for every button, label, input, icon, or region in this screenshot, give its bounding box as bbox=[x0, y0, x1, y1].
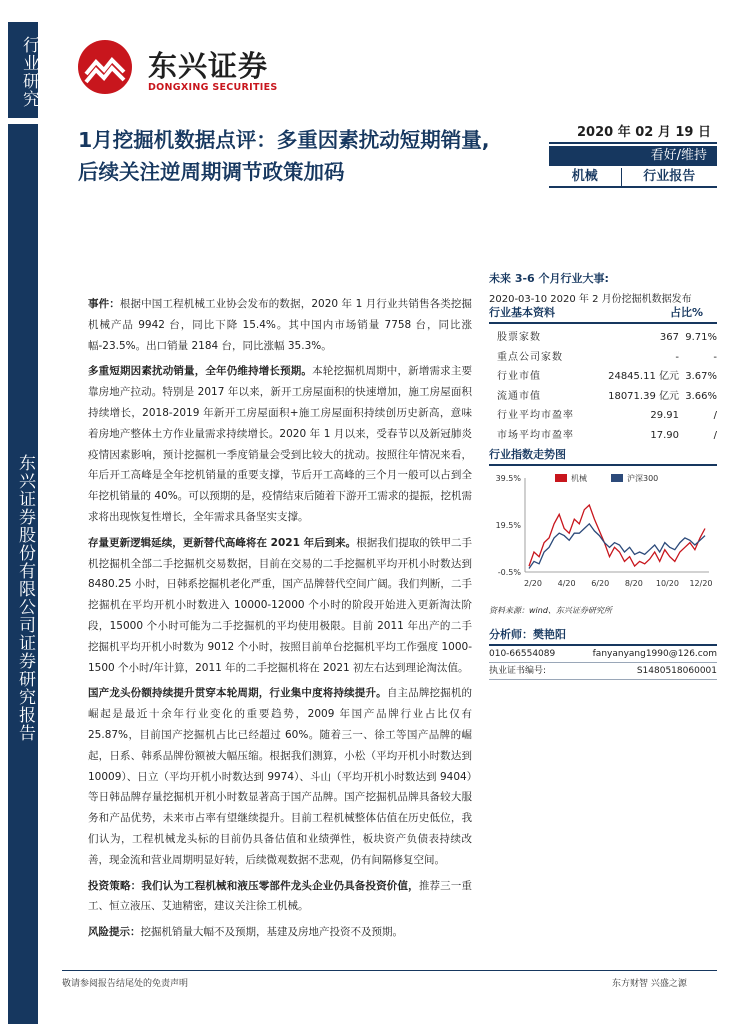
stat-value: 29.91 bbox=[650, 410, 679, 421]
stats-row bbox=[489, 406, 717, 426]
paragraph-strategy: 投资策略：我们认为工程机械和液压零部件龙头企业仍具备投资价值，推荐三一重工、恒立液压、艾迪精密，建议关注徐工机械。 bbox=[88, 879, 472, 913]
sidebar bbox=[0, 0, 46, 1024]
series-line-1 bbox=[529, 524, 705, 569]
cert-number: S1480518060001 bbox=[636, 666, 717, 676]
rating-badge: 看好/维持 bbox=[549, 146, 717, 166]
report-title: 1月挖掘机数据点评：多重因素扰动短期销量,后续关注逆周期调节政策加码 bbox=[78, 128, 490, 184]
stat-value: 17.90 bbox=[650, 429, 679, 441]
analyst-phone: 010-66554089 bbox=[489, 649, 556, 659]
paragraph-risk: 风险提示：挖掘机销量大幅不及预期，基建及房地产投资不及预期。 bbox=[88, 926, 403, 939]
analyst-email[interactable]: fanyanyang1990@126.com bbox=[592, 649, 717, 659]
paragraph-replacement: 存量更新逻辑延续，更新替代高峰将在 2021 年后到来。根据我们提取的铁甲二手机挖掘机全部二手挖掘机交易数据，目前在交易的二手挖掘机平均开机小时数达到 8480.25 小时，日韩系挖掘机老化严重，国产品牌替代空间广阔。我们判断，二手挖掘机在平均开机小时数进入 10000-12000 个小时的阶段开始进入更新淘汰阶段，15000 个小时可能为二手挖掘机的平均使用极限。目前 2011 年出产的二手挖掘机平均开机小时数为 9012 个小时，按照目前单台挖掘机平均工作强度 1000-1500 个小时/年计算，2011 年的二手挖掘机将在 2021 初左右达到理论淘汰值。 bbox=[88, 536, 472, 674]
company-logo bbox=[76, 38, 316, 96]
stats-row bbox=[489, 387, 717, 407]
stat-value: 24845.11 亿元 bbox=[608, 371, 679, 382]
stat-pct: / bbox=[713, 410, 717, 421]
stat-label: 流通市值 bbox=[497, 390, 541, 402]
sidebar-company: 东兴证券股份有限公司证券研究报告 bbox=[8, 124, 38, 1024]
stat-label: 行业平均市盈率 bbox=[497, 410, 574, 421]
paragraph-demand: 多重短期因素扰动销量，全年仍维持增长预期。本轮挖掘机周期中，新增需求主要靠房地产拉动。特别是 2017 年以来，新开工房屋面积的快速增加，施工房屋面积持续增长，2018-2019 年新开工房屋面积+施工房屋面积持续创历史新高，意味着房地产整体土方作业量需求持续增长。2020 年 1 月以来，受春节以及新冠肺炎疫情因素影响，预计挖掘机一季度销量会受到比较大的扰动。按照往年情况来看，年后开工高峰是全年挖机销量的重要支撑，节后开工高峰的三个月一般可以占到全年挖机销量的 40%。可以预期的是，疫情结束后随着下游开工需求的提振，挖机需求将出现恢复性增长，全年需求具备坚实支撑。 bbox=[88, 365, 473, 523]
stat-label: 行业市值 bbox=[497, 371, 541, 382]
stats-title: 行业基本资料 bbox=[489, 306, 555, 319]
stats-table bbox=[489, 328, 717, 445]
events-item: 2020-03-10 2020 年 2 月份挖掘机数据发布 bbox=[489, 294, 692, 305]
logo-en-text: DONGXING SECURITIES bbox=[148, 82, 278, 93]
stat-value: 367 bbox=[659, 332, 679, 343]
report-meta bbox=[549, 124, 717, 188]
x-tick-label: 4/20 bbox=[557, 579, 576, 588]
industry-stats bbox=[489, 304, 717, 445]
paragraph-event: 事件：根据中国工程机械工业协会发布的数据，2020 年 1 月行业共销售各类挖掘机械产品 9942 台，同比下降 15.4%。其中国内市场销量 7758 台，同比涨幅-23.5%。出口销量 2184 台，同比涨幅 35.3%。 bbox=[88, 298, 472, 352]
footer-disclaimer: 敬请参阅报告结尾处的免责声明 bbox=[62, 979, 189, 989]
sidebar-category: 行业研究 bbox=[8, 22, 38, 118]
stat-pct: / bbox=[713, 429, 717, 441]
stat-pct: 3.66% bbox=[685, 390, 717, 402]
logo-cn-text: 东兴证券 bbox=[148, 49, 269, 83]
stat-value: 18071.39 亿元 bbox=[608, 390, 679, 402]
stat-pct: 3.67% bbox=[685, 371, 717, 382]
cert-label: 执业证书编号: bbox=[489, 666, 547, 676]
report-date: 2020 年 02 月 19 日 bbox=[549, 124, 717, 144]
stat-pct: - bbox=[713, 351, 717, 363]
analyst-info: 分析师：樊艳阳 010-66554089 fanyanyang1990@126.com 执业证书编号: S1480518060001 bbox=[489, 626, 717, 680]
x-tick-label: 12/20 bbox=[689, 579, 713, 588]
report-body bbox=[88, 294, 472, 948]
paragraph-domestic-share: 国产龙头份额持续提升贯穿本轮周期，行业集中度将持续提升。自主品牌挖掘机的崛起是最近十余年行业变化的重要趋势，2009 年国产品牌行业占比仅有 25.87%，目前国产挖掘机占比已经超过 60%。随着三一、徐工等国产品牌的崛起，日系、韩系品牌份额被大幅压缩。根据我们测算，小松（平均开机小时数达到 10009）、日立（平均开机小时数达到 9974）、斗山（平均开机小时数达到 9404）等日韩品牌存量挖掘机开机小时数显著高于国产品牌。国产挖掘机品牌具备较大服务和产品优势，未来市占率有望继续提升。目前工程机械整体估值在历史低位，我们认为，工程机械龙头标的目前仍具备估值和业绩弹性，板块资产负债表持续改善，现金流和营业周期明显好转，后续微观数据不悲观，仍有间隔修复空间。 bbox=[88, 687, 473, 866]
x-tick-label: 6/20 bbox=[591, 579, 610, 588]
stat-label: 重点公司家数 bbox=[497, 351, 563, 363]
stat-value: - bbox=[675, 351, 679, 363]
events-title: 未来 3-6 个月行业大事: bbox=[489, 272, 609, 285]
x-tick-label: 10/20 bbox=[655, 579, 679, 588]
stats-row bbox=[489, 367, 717, 387]
legend-swatch bbox=[611, 474, 623, 482]
y-tick-label: 19.5% bbox=[495, 521, 521, 530]
footer-slogan: 东方财智 兴盛之源 bbox=[612, 979, 687, 989]
stat-pct: 9.71% bbox=[685, 332, 717, 343]
stats-row bbox=[489, 328, 717, 348]
legend-label: 机械 bbox=[571, 474, 587, 483]
report-type-tag: 行业报告 bbox=[621, 168, 717, 186]
stats-pct-header: 占比% bbox=[669, 306, 703, 319]
stats-row bbox=[489, 348, 717, 368]
chart-source: 资料来源：wind、东兴证券研究所 bbox=[489, 606, 612, 615]
upcoming-events bbox=[489, 270, 717, 305]
x-tick-label: 8/20 bbox=[624, 579, 643, 588]
footer-divider bbox=[62, 970, 717, 971]
index-chart-section bbox=[489, 446, 717, 616]
logo-mark-icon bbox=[76, 38, 134, 96]
index-chart bbox=[489, 470, 717, 600]
stat-label: 股票家数 bbox=[497, 332, 541, 343]
stats-row bbox=[489, 426, 717, 446]
stat-label: 市场平均市盈率 bbox=[497, 429, 574, 441]
y-tick-label: -0.5% bbox=[497, 568, 521, 577]
report-tags bbox=[549, 168, 717, 188]
legend-swatch bbox=[555, 474, 567, 482]
legend-label: 沪深300 bbox=[627, 474, 659, 483]
analyst-name: 樊艳阳 bbox=[533, 628, 566, 641]
series-line-0 bbox=[529, 505, 705, 566]
y-tick-label: 39.5% bbox=[495, 474, 521, 483]
industry-tag: 机械 bbox=[571, 169, 598, 184]
x-tick-label: 2/20 bbox=[524, 579, 542, 588]
chart-title: 行业指数走势图 bbox=[489, 446, 717, 466]
